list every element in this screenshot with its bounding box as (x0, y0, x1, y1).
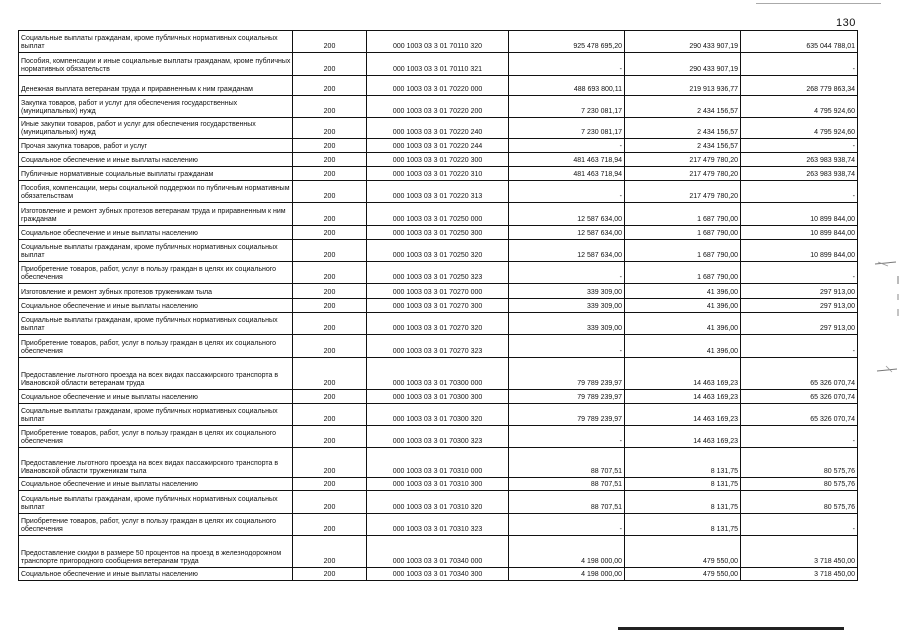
row-code-cell: 200 (293, 491, 367, 513)
row-approved-cell: - (509, 335, 625, 357)
row-unexecuted-cell: 4 795 924,60 (741, 118, 858, 138)
table-row (19, 448, 858, 478)
row-unexecuted-cell: 297 913,00 (741, 284, 858, 298)
row-code-cell: 200 (293, 358, 367, 389)
row-executed-cell: 290 433 907,19 (625, 53, 741, 75)
row-name-cell: Иные закупки товаров, работ и услуг для обеспечения государственных (муниципальных) нужд (19, 118, 293, 138)
row-approved-cell: 79 789 239,97 (509, 404, 625, 425)
table-row (19, 313, 858, 335)
row-code-cell: 200 (293, 448, 367, 477)
row-code-cell: 200 (293, 118, 367, 138)
table-row (19, 262, 858, 284)
row-kbk-cell: 000 1003 03 3 01 70340 000 (367, 536, 509, 567)
row-name-cell: Социальное обеспечение и иные выплаты населению (19, 390, 293, 403)
row-name-cell: Изготовление и ремонт зубных протезов труженикам тыла (19, 284, 293, 298)
row-approved-cell: 88 707,51 (509, 478, 625, 490)
row-executed-cell: 1 687 790,00 (625, 203, 741, 225)
row-approved-cell: 488 693 800,11 (509, 76, 625, 95)
row-name-cell: Приобретение товаров, работ, услуг в пользу граждан в целях их социального обеспечения (19, 426, 293, 447)
row-name-cell: Социальное обеспечение и иные выплаты населению (19, 568, 293, 580)
row-approved-cell: 88 707,51 (509, 448, 625, 477)
row-unexecuted-cell: 3 718 450,00 (741, 568, 858, 580)
row-executed-cell: 479 550,00 (625, 536, 741, 567)
row-kbk-cell: 000 1003 03 3 01 70270 000 (367, 284, 509, 298)
row-executed-cell: 14 463 169,23 (625, 404, 741, 425)
row-kbk-cell: 000 1003 03 3 01 70220 240 (367, 118, 509, 138)
table-row (19, 96, 858, 118)
row-approved-cell: 7 230 081,17 (509, 118, 625, 138)
row-kbk-cell: 000 1003 03 3 01 70300 000 (367, 358, 509, 389)
table-row (19, 226, 858, 240)
row-name-cell: Денежная выплата ветеранам труда и приравненным к ним гражданам (19, 76, 293, 95)
row-kbk-cell: 000 1003 03 3 01 70220 244 (367, 139, 509, 152)
row-kbk-cell: 000 1003 03 3 01 70250 000 (367, 203, 509, 225)
row-unexecuted-cell: 80 575,76 (741, 478, 858, 490)
row-kbk-cell: 000 1003 03 3 01 70310 000 (367, 448, 509, 477)
table-row (19, 335, 858, 358)
row-executed-cell: 41 396,00 (625, 313, 741, 334)
row-unexecuted-cell: 263 983 938,74 (741, 167, 858, 180)
row-unexecuted-cell: 297 913,00 (741, 313, 858, 334)
row-code-cell: 200 (293, 181, 367, 202)
row-code-cell: 200 (293, 284, 367, 298)
table-row (19, 404, 858, 426)
table-row (19, 53, 858, 76)
table-row (19, 31, 858, 53)
row-name-cell: Социальное обеспечение и иные выплаты населению (19, 153, 293, 166)
row-kbk-cell: 000 1003 03 3 01 70310 320 (367, 491, 509, 513)
row-unexecuted-cell: 10 899 844,00 (741, 226, 858, 239)
row-approved-cell: - (509, 53, 625, 75)
row-name-cell: Приобретение товаров, работ, услуг в пользу граждан в целях их социального обеспечения (19, 262, 293, 283)
table-row (19, 299, 858, 313)
row-approved-cell: 79 789 239,97 (509, 358, 625, 389)
row-code-cell: 200 (293, 31, 367, 52)
row-executed-cell: 2 434 156,57 (625, 118, 741, 138)
row-unexecuted-cell: - (741, 426, 858, 447)
row-code-cell: 200 (293, 53, 367, 75)
row-name-cell: Социальные выплаты гражданам, кроме публичных нормативных социальных выплат (19, 313, 293, 334)
row-code-cell: 200 (293, 240, 367, 261)
row-code-cell: 200 (293, 153, 367, 166)
row-kbk-cell: 000 1003 03 3 01 70220 310 (367, 167, 509, 180)
row-name-cell: Социальное обеспечение и иные выплаты населению (19, 478, 293, 490)
row-unexecuted-cell: 10 899 844,00 (741, 203, 858, 225)
row-code-cell: 200 (293, 478, 367, 490)
row-code-cell: 200 (293, 139, 367, 152)
row-approved-cell: - (509, 181, 625, 202)
row-kbk-cell: 000 1003 03 3 01 70340 300 (367, 568, 509, 580)
row-executed-cell: 217 479 780,20 (625, 153, 741, 166)
row-name-cell: Социальные выплаты гражданам, кроме публичных нормативных социальных выплат (19, 31, 293, 52)
row-approved-cell: 4 198 000,00 (509, 568, 625, 580)
table-row (19, 76, 858, 96)
row-kbk-cell: 000 1003 03 3 01 70110 321 (367, 53, 509, 75)
row-kbk-cell: 000 1003 03 3 01 70220 200 (367, 96, 509, 117)
row-code-cell: 200 (293, 536, 367, 567)
row-executed-cell: 479 550,00 (625, 568, 741, 580)
row-code-cell: 200 (293, 76, 367, 95)
row-code-cell: 200 (293, 426, 367, 447)
table-row (19, 491, 858, 514)
row-kbk-cell: 000 1003 03 3 01 70250 300 (367, 226, 509, 239)
row-approved-cell: 339 309,00 (509, 299, 625, 312)
row-executed-cell: 1 687 790,00 (625, 226, 741, 239)
row-name-cell: Социальное обеспечение и иные выплаты населению (19, 226, 293, 239)
row-code-cell: 200 (293, 568, 367, 580)
table-row (19, 139, 858, 153)
row-name-cell: Публичные нормативные социальные выплаты гражданам (19, 167, 293, 180)
page-number: 130 (836, 17, 856, 29)
row-executed-cell: 8 131,75 (625, 514, 741, 535)
table-row (19, 167, 858, 181)
row-unexecuted-cell: 297 913,00 (741, 299, 858, 312)
row-approved-cell: 88 707,51 (509, 491, 625, 513)
row-executed-cell: 14 463 169,23 (625, 426, 741, 447)
row-code-cell: 200 (293, 203, 367, 225)
table-row (19, 203, 858, 226)
row-kbk-cell: 000 1003 03 3 01 70270 320 (367, 313, 509, 334)
row-approved-cell: 12 587 634,00 (509, 240, 625, 261)
row-unexecuted-cell: - (741, 335, 858, 357)
row-executed-cell: 217 479 780,20 (625, 181, 741, 202)
table-row (19, 426, 858, 448)
row-unexecuted-cell: 80 575,76 (741, 491, 858, 513)
table-row (19, 181, 858, 203)
row-approved-cell: 7 230 081,17 (509, 96, 625, 117)
row-approved-cell: 481 463 718,94 (509, 153, 625, 166)
row-code-cell: 200 (293, 404, 367, 425)
row-executed-cell: 41 396,00 (625, 335, 741, 357)
row-unexecuted-cell: 635 044 788,01 (741, 31, 858, 52)
row-unexecuted-cell: - (741, 514, 858, 535)
row-executed-cell: 2 434 156,57 (625, 96, 741, 117)
row-executed-cell: 219 913 936,77 (625, 76, 741, 95)
row-name-cell: Изготовление и ремонт зубных протезов ветеранам труда и приравненным к ним гражданам (19, 203, 293, 225)
row-unexecuted-cell: 65 326 070,74 (741, 358, 858, 389)
row-name-cell: Социальные выплаты гражданам, кроме публичных нормативных социальных выплат (19, 240, 293, 261)
row-executed-cell: 1 687 790,00 (625, 240, 741, 261)
row-unexecuted-cell: 263 983 938,74 (741, 153, 858, 166)
row-approved-cell: - (509, 426, 625, 447)
row-unexecuted-cell: - (741, 262, 858, 283)
row-unexecuted-cell: 65 326 070,74 (741, 404, 858, 425)
budget-table (18, 30, 858, 581)
row-approved-cell: 481 463 718,94 (509, 167, 625, 180)
row-code-cell: 200 (293, 514, 367, 535)
top-rule (756, 3, 881, 4)
row-kbk-cell: 000 1003 03 3 01 70310 300 (367, 478, 509, 490)
row-approved-cell: - (509, 262, 625, 283)
row-code-cell: 200 (293, 167, 367, 180)
row-approved-cell: - (509, 514, 625, 535)
row-code-cell: 200 (293, 96, 367, 117)
row-name-cell: Пособия, компенсации и иные социальные выплаты гражданам, кроме публичных нормативных обязательств (19, 53, 293, 75)
row-executed-cell: 8 131,75 (625, 491, 741, 513)
row-unexecuted-cell: - (741, 53, 858, 75)
row-kbk-cell: 000 1003 03 3 01 70220 300 (367, 153, 509, 166)
row-kbk-cell: 000 1003 03 3 01 70300 300 (367, 390, 509, 403)
row-approved-cell: 12 587 634,00 (509, 203, 625, 225)
row-approved-cell: 339 309,00 (509, 313, 625, 334)
row-kbk-cell: 000 1003 03 3 01 70110 320 (367, 31, 509, 52)
row-code-cell: 200 (293, 226, 367, 239)
table-row (19, 240, 858, 262)
row-approved-cell: - (509, 139, 625, 152)
row-executed-cell: 290 433 907,19 (625, 31, 741, 52)
row-name-cell: Социальные выплаты гражданам, кроме публичных нормативных социальных выплат (19, 404, 293, 425)
row-kbk-cell: 000 1003 03 3 01 70220 313 (367, 181, 509, 202)
row-kbk-cell: 000 1003 03 3 01 70250 323 (367, 262, 509, 283)
row-executed-cell: 41 396,00 (625, 284, 741, 298)
row-kbk-cell: 000 1003 03 3 01 70270 323 (367, 335, 509, 357)
row-unexecuted-cell: 268 779 863,34 (741, 76, 858, 95)
table-row (19, 478, 858, 491)
row-name-cell: Приобретение товаров, работ, услуг в пользу граждан в целях их социального обеспечения (19, 335, 293, 357)
row-approved-cell: 4 198 000,00 (509, 536, 625, 567)
row-kbk-cell: 000 1003 03 3 01 70300 323 (367, 426, 509, 447)
row-code-cell: 200 (293, 313, 367, 334)
row-unexecuted-cell: - (741, 139, 858, 152)
row-approved-cell: 925 478 695,20 (509, 31, 625, 52)
row-kbk-cell: 000 1003 03 3 01 70220 000 (367, 76, 509, 95)
row-unexecuted-cell: 65 326 070,74 (741, 390, 858, 403)
row-unexecuted-cell: 10 899 844,00 (741, 240, 858, 261)
table-row (19, 568, 858, 581)
row-name-cell: Предоставление льготного проезда на всех видах пассажирского транспорта в Ивановской области труженикам тыла (19, 448, 293, 477)
row-unexecuted-cell: 3 718 450,00 (741, 536, 858, 567)
row-code-cell: 200 (293, 262, 367, 283)
row-approved-cell: 79 789 239,97 (509, 390, 625, 403)
table-row (19, 536, 858, 568)
row-executed-cell: 14 463 169,23 (625, 358, 741, 389)
row-executed-cell: 14 463 169,23 (625, 390, 741, 403)
table-row (19, 390, 858, 404)
row-code-cell: 200 (293, 390, 367, 403)
row-executed-cell: 217 479 780,20 (625, 167, 741, 180)
row-name-cell: Прочая закупка товаров, работ и услуг (19, 139, 293, 152)
row-name-cell: Предоставление скидки в размере 50 процентов на проезд в железнодорожном транспорте пригородного сообщения ветеранам труда (19, 536, 293, 567)
table-row (19, 118, 858, 139)
row-approved-cell: 339 309,00 (509, 284, 625, 298)
row-executed-cell: 2 434 156,57 (625, 139, 741, 152)
row-name-cell: Предоставление льготного проезда на всех видах пассажирского транспорта в Ивановской области ветеранам труда (19, 358, 293, 389)
bottom-rule (618, 627, 844, 630)
row-unexecuted-cell: 4 795 924,60 (741, 96, 858, 117)
row-unexecuted-cell: 80 575,76 (741, 448, 858, 477)
row-unexecuted-cell: - (741, 181, 858, 202)
row-name-cell: Закупка товаров, работ и услуг для обеспечения государственных (муниципальных) нужд (19, 96, 293, 117)
table-row (19, 284, 858, 299)
row-name-cell: Приобретение товаров, работ, услуг в пользу граждан в целях их социального обеспечения (19, 514, 293, 535)
scan-margin-marks (872, 254, 900, 384)
row-kbk-cell: 000 1003 03 3 01 70300 320 (367, 404, 509, 425)
table-row (19, 514, 858, 536)
row-executed-cell: 8 131,75 (625, 478, 741, 490)
row-code-cell: 200 (293, 299, 367, 312)
row-name-cell: Пособия, компенсации, меры социальной поддержки по публичным нормативным обязательствам (19, 181, 293, 202)
row-executed-cell: 41 396,00 (625, 299, 741, 312)
table-row (19, 153, 858, 167)
row-executed-cell: 8 131,75 (625, 448, 741, 477)
row-code-cell: 200 (293, 335, 367, 357)
row-executed-cell: 1 687 790,00 (625, 262, 741, 283)
row-name-cell: Социальные выплаты гражданам, кроме публичных нормативных социальных выплат (19, 491, 293, 513)
row-kbk-cell: 000 1003 03 3 01 70250 320 (367, 240, 509, 261)
row-kbk-cell: 000 1003 03 3 01 70310 323 (367, 514, 509, 535)
row-approved-cell: 12 587 634,00 (509, 226, 625, 239)
table-row (19, 358, 858, 390)
row-kbk-cell: 000 1003 03 3 01 70270 300 (367, 299, 509, 312)
row-name-cell: Социальное обеспечение и иные выплаты населению (19, 299, 293, 312)
